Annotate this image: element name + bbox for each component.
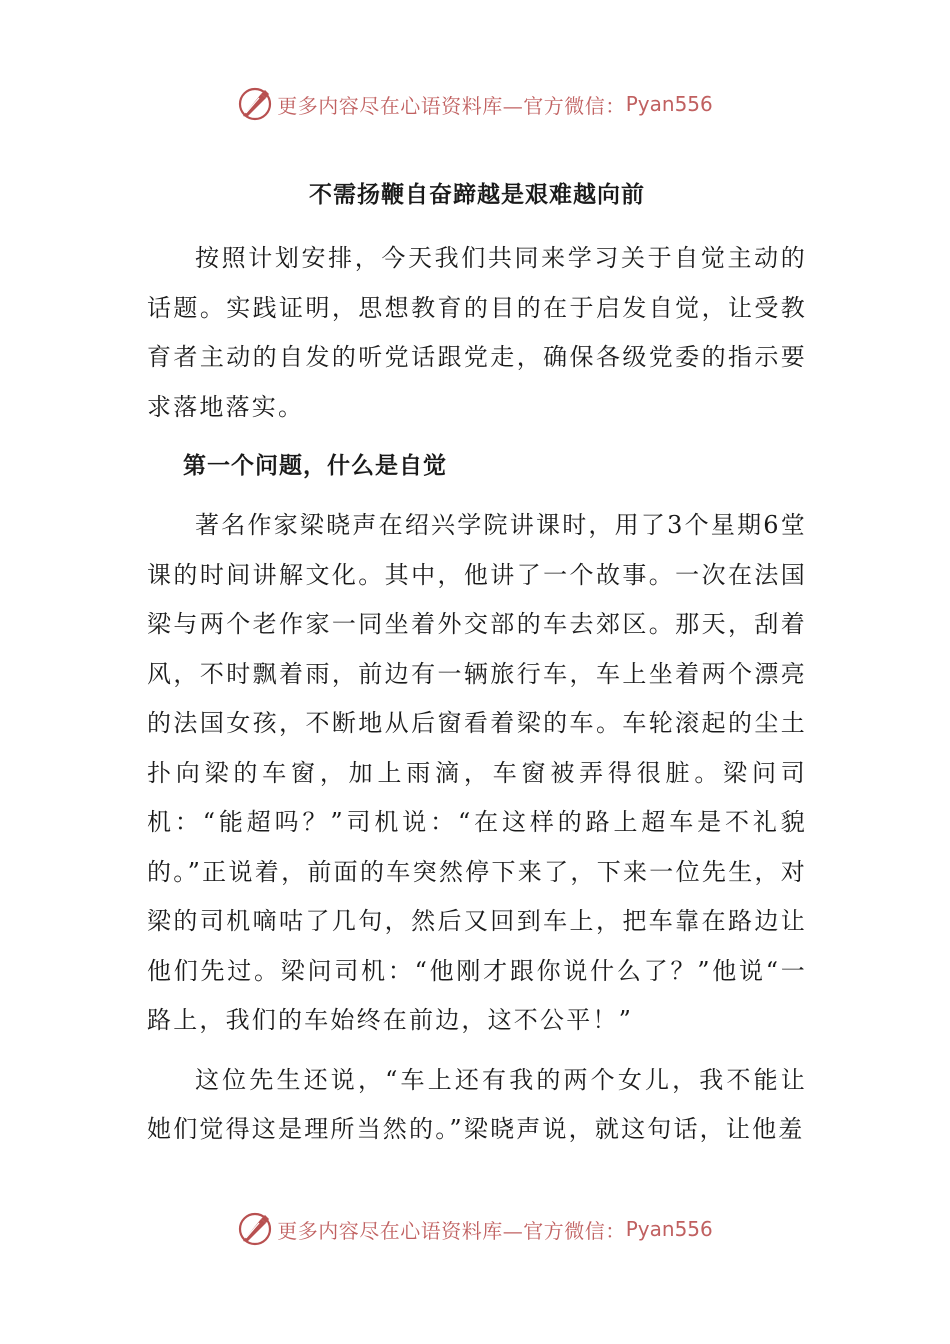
header-banner [0, 84, 950, 124]
paragraph-story: 著名作家梁晓声在绍兴学院讲课时，用了3个星期6堂课的时间讲解文化。其中，他讲了一个故事。一次在法国梁与两个老作家一同坐着外交部的车去郊区。那天，刮着风，不时飘着雨，前边有一辆旅行车，车上坐着两个漂亮的法国女孩，不断地从后窗看着梁的车。车轮滚起的尘土扑向梁的车窗，加上雨滴，车窗被弄得很脏。梁问司机：“能超吗？”司机说：“在这样的路上超车是不礼貌的。”正说着，前面的车突然停下来了，下来一位先生，对梁的司机嘀咕了几句，然后又回到车上，把车靠在路边让他们先过。梁问司机：“他刚才跟你说什么了？”他说“一路上，我们的车始终在前边，这不公平！” [147, 511, 807, 1034]
paragraph-continuation: 这位先生还说，“车上还有我的两个女儿，我不能让她们觉得这是理所当然的。”梁晓声说，就这句话，让他羞 [147, 1065, 807, 1143]
header-banner-wechat-id: Pyan556 [625, 92, 713, 116]
header-banner-text: 更多内容尽在心语资料库—官方微信： [277, 93, 626, 118]
footer-banner-text: 更多内容尽在心语资料库—官方微信： [277, 1218, 626, 1243]
document-title: 不需扬鞭自奋蹄越是艰难越向前 [309, 182, 645, 208]
pen-nib-logo-icon [237, 86, 273, 122]
document-body [147, 168, 807, 1165]
section-heading: 第一个问题，什么是自觉 [183, 453, 447, 479]
footer-banner-wechat-id: Pyan556 [625, 1217, 713, 1241]
pen-nib-logo-icon [237, 1211, 273, 1247]
paragraph-intro: 按照计划安排，今天我们共同来学习关于自觉主动的话题。实践证明，思想教育的目的在于启发自觉，让受教育者主动的自发的听党话跟党走，确保各级党委的指示要求落地落实。 [147, 244, 807, 421]
footer-banner [0, 1209, 950, 1249]
